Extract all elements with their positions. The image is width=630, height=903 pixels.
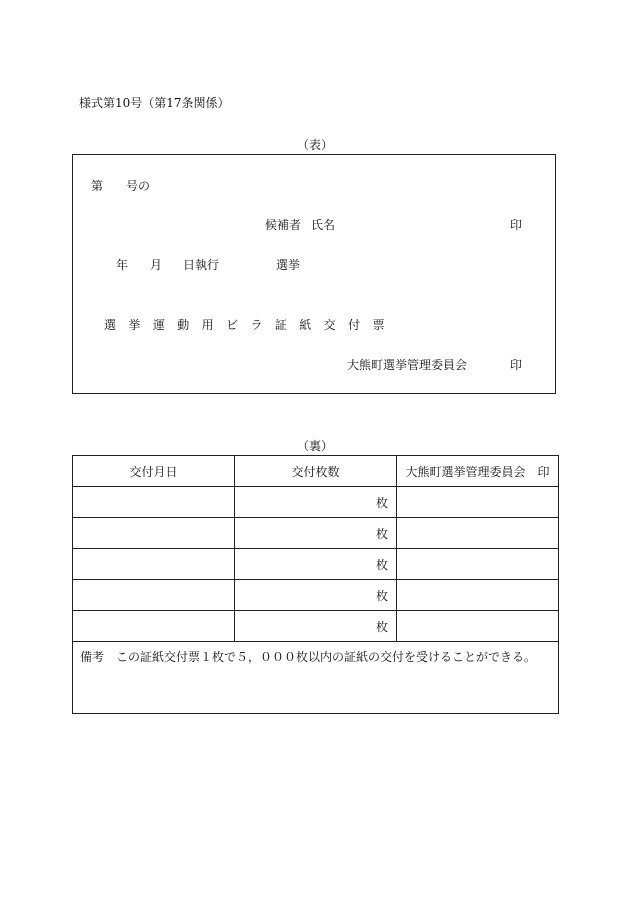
candidate-label: 候補者 — [265, 218, 302, 232]
title-char: 挙 — [128, 318, 141, 332]
name-label: 氏名 — [311, 218, 336, 232]
candidate-seal: 印 — [510, 218, 523, 232]
count-cell[interactable]: 枚 — [235, 549, 397, 580]
title-char: 紙 — [299, 318, 312, 332]
column-header-date: 交付月日 — [73, 456, 235, 487]
title-char: 票 — [372, 318, 385, 332]
front-label: （表） — [297, 138, 334, 152]
title-char: 運 — [152, 318, 165, 332]
count-cell[interactable]: 枚 — [235, 580, 397, 611]
day-executed-label: 日執行 — [183, 258, 220, 272]
committee-seal: 印 — [510, 358, 523, 372]
table-row — [73, 487, 559, 518]
remarks-row — [73, 642, 559, 714]
title-char: ラ — [250, 318, 263, 332]
date-cell[interactable] — [73, 549, 235, 580]
title-char: 動 — [177, 318, 190, 332]
title-char: 用 — [201, 318, 214, 332]
month-label: 月 — [150, 258, 163, 272]
title-char: 証 — [274, 318, 287, 332]
title-char: 付 — [348, 318, 361, 332]
seal-cell[interactable] — [397, 518, 559, 549]
table-row — [73, 580, 559, 611]
seal-cell[interactable] — [397, 611, 559, 642]
count-cell[interactable]: 枚 — [235, 487, 397, 518]
year-label: 年 — [116, 258, 129, 272]
count-cell[interactable]: 枚 — [235, 518, 397, 549]
count-cell[interactable]: 枚 — [235, 611, 397, 642]
table-header-row — [73, 456, 559, 487]
number-prefix: 第 — [91, 179, 104, 193]
committee-name: 大熊町選挙管理委員会 — [347, 358, 468, 372]
title-char: ビ — [226, 318, 239, 332]
date-cell[interactable] — [73, 518, 235, 549]
back-label: （裏） — [297, 439, 334, 453]
date-cell[interactable] — [73, 611, 235, 642]
table-row — [73, 611, 559, 642]
column-header-committee: 大熊町選挙管理委員会 印 — [397, 456, 559, 487]
ticket-title — [104, 319, 397, 331]
date-cell[interactable] — [73, 580, 235, 611]
title-char: 選 — [104, 318, 117, 332]
column-header-count: 交付枚数 — [235, 456, 397, 487]
seal-cell[interactable] — [397, 487, 559, 518]
seal-cell[interactable] — [397, 580, 559, 611]
form-number: 様式第10号（第17条関係） — [79, 96, 230, 110]
issuance-table — [72, 455, 559, 714]
date-cell[interactable] — [73, 487, 235, 518]
remarks-text: 備考 この証紙交付票１枚で５，０００枚以内の証紙の交付を受けることができる。 — [73, 642, 559, 714]
table-row — [73, 518, 559, 549]
title-char: 交 — [323, 318, 336, 332]
seal-cell[interactable] — [397, 549, 559, 580]
number-suffix: 号の — [126, 179, 151, 193]
election-label: 選挙 — [276, 258, 301, 272]
table-row — [73, 549, 559, 580]
